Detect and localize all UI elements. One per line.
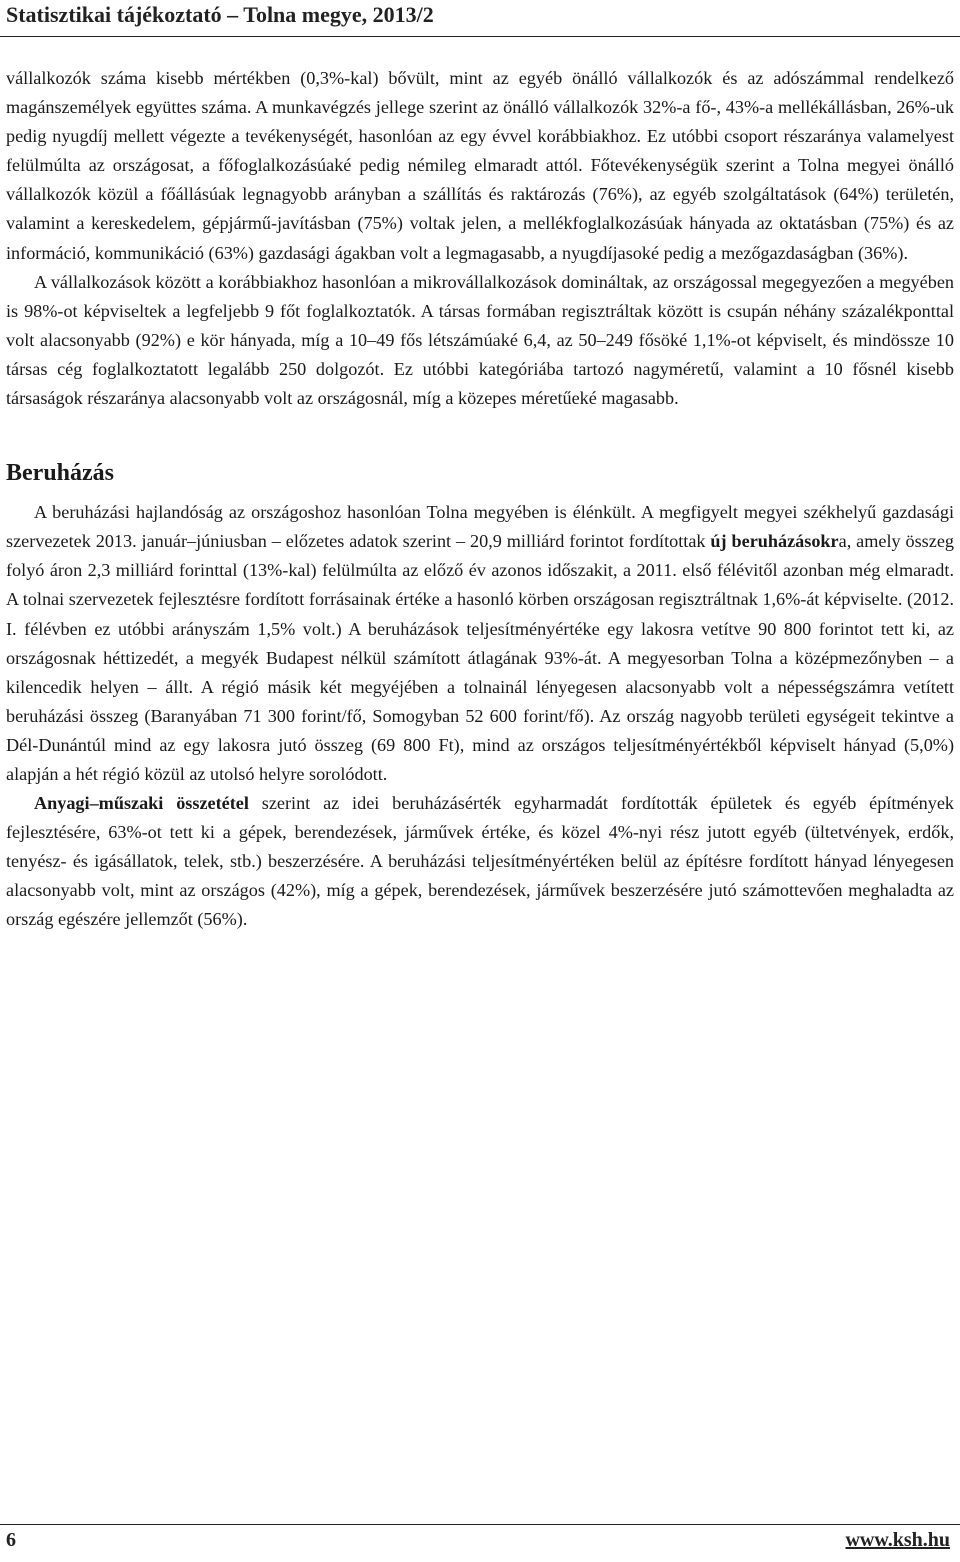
paragraph-composition — [6, 789, 954, 934]
paragraph-entrepreneurs: vállalkozók száma kisebb mértékben (0,3%-kal) bővült, mint az egyéb önálló vállalkozók és az adószámmal rendelkező magánszemélyek együttes száma. A munkavégzés jellege szerint az önálló vállalkozók 32%-a fő-, 43%-a mellékállásban, 26%-uk pedig nyugdíj mellett végezte a tevékenységét, hasonlóan az egy évvel korábbiakhoz. Ez utóbbi csoport részaránya valamelyest felülmúlta az országosat, a főfoglalkozásúaké pedig némileg elmaradt attól. Főtevékenységük szerint a Tolna megyei önálló vállalkozók közül a főállásúak legnagyobb arányban a szállítás és raktározás (76%), az egyéb szolgáltatások (64%) területén, valamint a kereskedelem, gépjármű-javításban (75%) voltak jelen, a mellékfoglalkozásúak hányada az oktatásban (75%) és az információ, kommunikáció (63%) gazdasági ágakban volt a legmagasabb, a nyugdíjasoké pedig a mezőgazdaságban (36%). — [6, 68, 954, 263]
paragraph-investment — [6, 498, 954, 789]
ksh-website-link[interactable]: www.ksh.hu — [845, 1529, 950, 1551]
page-number: 6 — [6, 1529, 16, 1551]
composition-bold-term: Anyagi–műszaki összetétel — [34, 793, 249, 814]
page-header — [0, 0, 960, 37]
publication-title: Statisztikai tájékoztató – Tolna megye, 2013/2 — [6, 2, 434, 27]
paragraph-enterprise-size: A vállalkozások között a korábbiakhoz hasonlóan a mikrovállalkozások domináltak, az országossal megegyezően a megyében is 98%-ot képviseltek a legfeljebb 9 főt foglalkoztatók. A társas formában regisztráltak között is csupán néhány százalékponttal volt alacsonyabb (92%) e kör hányada, míg a 10–49 fős létszámúaké 6,4, az 50–249 fősöké 1,1%-ot képviselt, és mindössze 10 társas cég foglalkoztatott legalább 250 dolgozót. Ez utóbbi kategóriába tartozó nagyméretű, valamint a 10 fősnél kisebb társaságok részaránya alacsonyabb volt az országosnál, míg a közepes méretűeké magasabb. — [6, 271, 954, 409]
document-body — [6, 64, 954, 935]
footer-divider — [0, 1524, 960, 1525]
section-heading-investment: Beruházás — [6, 460, 114, 487]
investment-text-rest: a, amely összeg folyó áron 2,3 milliárd forinttal (13%-kal) felülmúlta az előző év azonos időszakit, a 2011. első félévitől azonban még elmaradt. A tolnai szervezetek fejlesztésre fordított forrásainak értéke a hasonló körben országosan regisztráltnak 1,6%-át képviselte. (2012. I. félévben ez utóbbi arányszám 1,5% volt.) A beruházások teljesítményértéke egy lakosra vetítve 90 800 forintot tett ki, az országosnak héttizedét, a megyék Budapest nélkül számított átlagának 93%-át. A megyesorban Tolna a középmezőnyben – a kilencedik helyen – állt. A régió másik két megyéjében a tolnainál lényegesen alacsonyabb volt a népességszámra vetített beruházási összeg (Baranyában 71 300 forint/fő, Somogyban 52 600 forint/fő). Az ország nagyobb területi egységeit tekintve a Dél-Dunántúl mind az egy lakosra jutó összeg (69 800 Ft), mind az országos teljesítményértékből képviselt hányad (5,0%) alapján a hét régió közül az utolsó helyre sorolódott. — [6, 531, 955, 784]
investment-text-start: A beruházási hajlandóság az országoshoz hasonlóan Tolna megyében is élénkült. A megfigyelt megyei székhelyű gazdasági szervezetek 2013. január–júniusban – előzetes adatok szerint – 20,9 milliárd forintot fordítottak — [6, 502, 954, 552]
composition-text: szerint az idei beruházásérték egyharmadát fordították épületek és egyéb építmények fejlesztésére, 63%-ot tett ki a gépek, berendezések, járművek értéke, és közel 4%-nyi rész jutott egyéb (ültetvények, erdők, tenyész- és igásállatok, telek, stb.) beszerzésére. A beruházási teljesítményértéken belül az építésre fordított hányad lényegesen alacsonyabb volt, mint az országos (42%), míg a gépek, berendezések, járművek beszerzésére jutó számottevően meghaladta az ország egészére jellemzőt (56%). — [6, 793, 955, 930]
investment-bold-term: új beruházásokr — [710, 531, 839, 552]
